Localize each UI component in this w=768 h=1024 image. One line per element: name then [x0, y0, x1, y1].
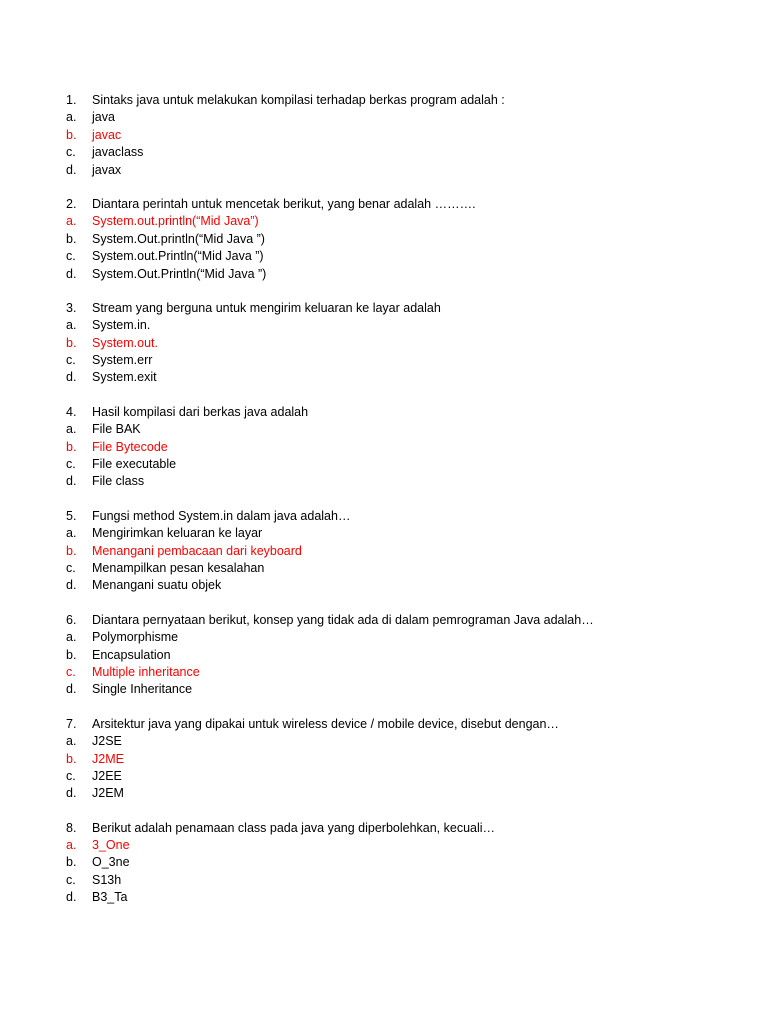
option-letter: d. [66, 578, 77, 593]
answer-option [66, 352, 746, 369]
option-letter: a. [66, 422, 77, 437]
option-letter: b. [66, 751, 77, 766]
question-line [66, 404, 746, 421]
option-text: Mengirimkan keluaran ke layar [92, 526, 263, 541]
option-text: System.exit [92, 370, 157, 385]
option-letter: b. [66, 127, 77, 142]
question-block [66, 196, 746, 283]
answer-option [66, 577, 746, 594]
answer-option-correct [66, 837, 746, 854]
option-text: J2SE [92, 734, 122, 749]
option-letter: b. [66, 439, 77, 454]
option-text: System.out.println(“Mid Java”) [92, 214, 259, 229]
option-letter: d. [66, 786, 77, 801]
answer-option-correct [66, 751, 746, 768]
option-text: File Bytecode [92, 439, 168, 454]
answer-option [66, 144, 746, 161]
question-text: Fungsi method System.in dalam java adalah… [92, 508, 351, 523]
option-letter: a. [66, 526, 77, 541]
option-text: J2ME [92, 751, 124, 766]
option-letter: d. [66, 370, 77, 385]
answer-option-correct [66, 543, 746, 560]
option-letter: b. [66, 855, 77, 870]
question-line [66, 92, 746, 109]
question-number: 4. [66, 404, 77, 419]
answer-option-correct [66, 127, 746, 144]
option-text: javac [92, 127, 122, 142]
question-block [66, 612, 746, 699]
question-number: 7. [66, 716, 77, 731]
question-text: Sintaks java untuk melakukan kompilasi terhadap berkas program adalah : [92, 93, 505, 107]
question-number: 6. [66, 612, 77, 627]
option-letter: c. [66, 457, 76, 472]
question-block [66, 508, 746, 595]
option-text: System.in. [92, 318, 151, 333]
option-text: Multiple inheritance [92, 664, 200, 679]
question-text: Stream yang berguna untuk mengirim keluaran ke layar adalah [92, 300, 441, 315]
option-text: Single Inheritance [92, 682, 193, 697]
option-text: File class [92, 474, 145, 489]
option-letter: c. [66, 249, 76, 264]
option-text: System.out. [92, 335, 158, 350]
question-text: Diantara perintah untuk mencetak berikut, yang benar adalah ………. [92, 196, 476, 211]
answer-option [66, 231, 746, 248]
option-letter: c. [66, 353, 76, 368]
option-letter: c. [66, 145, 76, 160]
answer-option [66, 525, 746, 542]
question-line [66, 820, 746, 837]
option-letter: d. [66, 162, 77, 177]
option-text: File executable [92, 457, 177, 472]
option-text: Polymorphisme [92, 630, 179, 645]
option-text: javaclass [92, 145, 144, 160]
answer-option [66, 266, 746, 283]
option-letter: c. [66, 664, 76, 679]
answer-option [66, 473, 746, 490]
option-text: Menampilkan pesan kesalahan [92, 560, 265, 575]
option-text: System.Out.Println(“Mid Java ”) [92, 266, 267, 281]
option-letter: a. [66, 214, 77, 229]
answer-option [66, 768, 746, 785]
option-letter: b. [66, 231, 77, 246]
option-letter: d. [66, 474, 77, 489]
option-letter: a. [66, 630, 77, 645]
question-text: Hasil kompilasi dari berkas java adalah [92, 404, 309, 419]
question-number: 3. [66, 300, 77, 315]
question-number: 8. [66, 820, 77, 835]
question-line [66, 300, 746, 317]
answer-option [66, 421, 746, 438]
option-letter: c. [66, 872, 76, 887]
question-block [66, 716, 746, 803]
option-letter: d. [66, 890, 77, 905]
answer-option-correct [66, 213, 746, 230]
option-text: O_3ne [92, 855, 130, 870]
option-text: 3_One [92, 838, 130, 853]
answer-option-correct [66, 664, 746, 681]
question-text: Arsitektur java yang dipakai untuk wireless device / mobile device, disebut dengan… [92, 716, 559, 731]
question-block [66, 820, 746, 907]
option-text: File BAK [92, 422, 141, 437]
question-block [66, 300, 746, 387]
option-text: S13h [92, 872, 122, 887]
question-line [66, 612, 746, 629]
option-letter: b. [66, 647, 77, 662]
option-letter: c. [66, 768, 76, 783]
answer-option [66, 369, 746, 386]
answer-option [66, 560, 746, 577]
option-text: System.err [92, 353, 153, 368]
question-text: Berikut adalah penamaan class pada java yang diperbolehkan, kecuali… [92, 820, 496, 835]
option-letter: a. [66, 734, 77, 749]
option-text: Menangani suatu objek [92, 578, 222, 593]
answer-option [66, 629, 746, 646]
option-text: java [92, 110, 115, 125]
question-line [66, 716, 746, 733]
option-letter: d. [66, 266, 77, 281]
question-line [66, 508, 746, 525]
option-letter: d. [66, 682, 77, 697]
option-letter: a. [66, 110, 77, 125]
option-text: J2EM [92, 786, 124, 801]
answer-option [66, 733, 746, 750]
answer-option-correct [66, 439, 746, 456]
question-block [66, 404, 746, 491]
answer-option [66, 109, 746, 126]
answer-option [66, 162, 746, 179]
quiz-document [66, 92, 746, 924]
option-text: Menangani pembacaan dari keyboard [92, 543, 302, 558]
answer-option [66, 872, 746, 889]
option-text: Encapsulation [92, 647, 171, 662]
answer-option [66, 248, 746, 265]
option-text: J2EE [92, 768, 122, 783]
answer-option [66, 317, 746, 334]
answer-option [66, 854, 746, 871]
question-line [66, 196, 746, 213]
question-number: 2. [66, 196, 77, 211]
question-block [66, 92, 746, 179]
answer-option [66, 647, 746, 664]
option-letter: a. [66, 318, 77, 333]
option-text: System.out.Println(“Mid Java ”) [92, 249, 264, 264]
answer-option [66, 785, 746, 802]
answer-option [66, 456, 746, 473]
option-text: javax [92, 162, 122, 177]
question-text: Diantara pernyataan berikut, konsep yang tidak ada di dalam pemrograman Java adalah… [92, 612, 594, 627]
option-letter: c. [66, 560, 76, 575]
option-text: B3_Ta [92, 890, 128, 905]
answer-option [66, 681, 746, 698]
option-letter: a. [66, 838, 77, 853]
option-text: System.Out.println(“Mid Java ”) [92, 231, 265, 246]
question-number: 1. [66, 93, 77, 107]
question-number: 5. [66, 508, 77, 523]
answer-option-correct [66, 335, 746, 352]
option-letter: b. [66, 335, 77, 350]
answer-option [66, 889, 746, 906]
option-letter: b. [66, 543, 77, 558]
